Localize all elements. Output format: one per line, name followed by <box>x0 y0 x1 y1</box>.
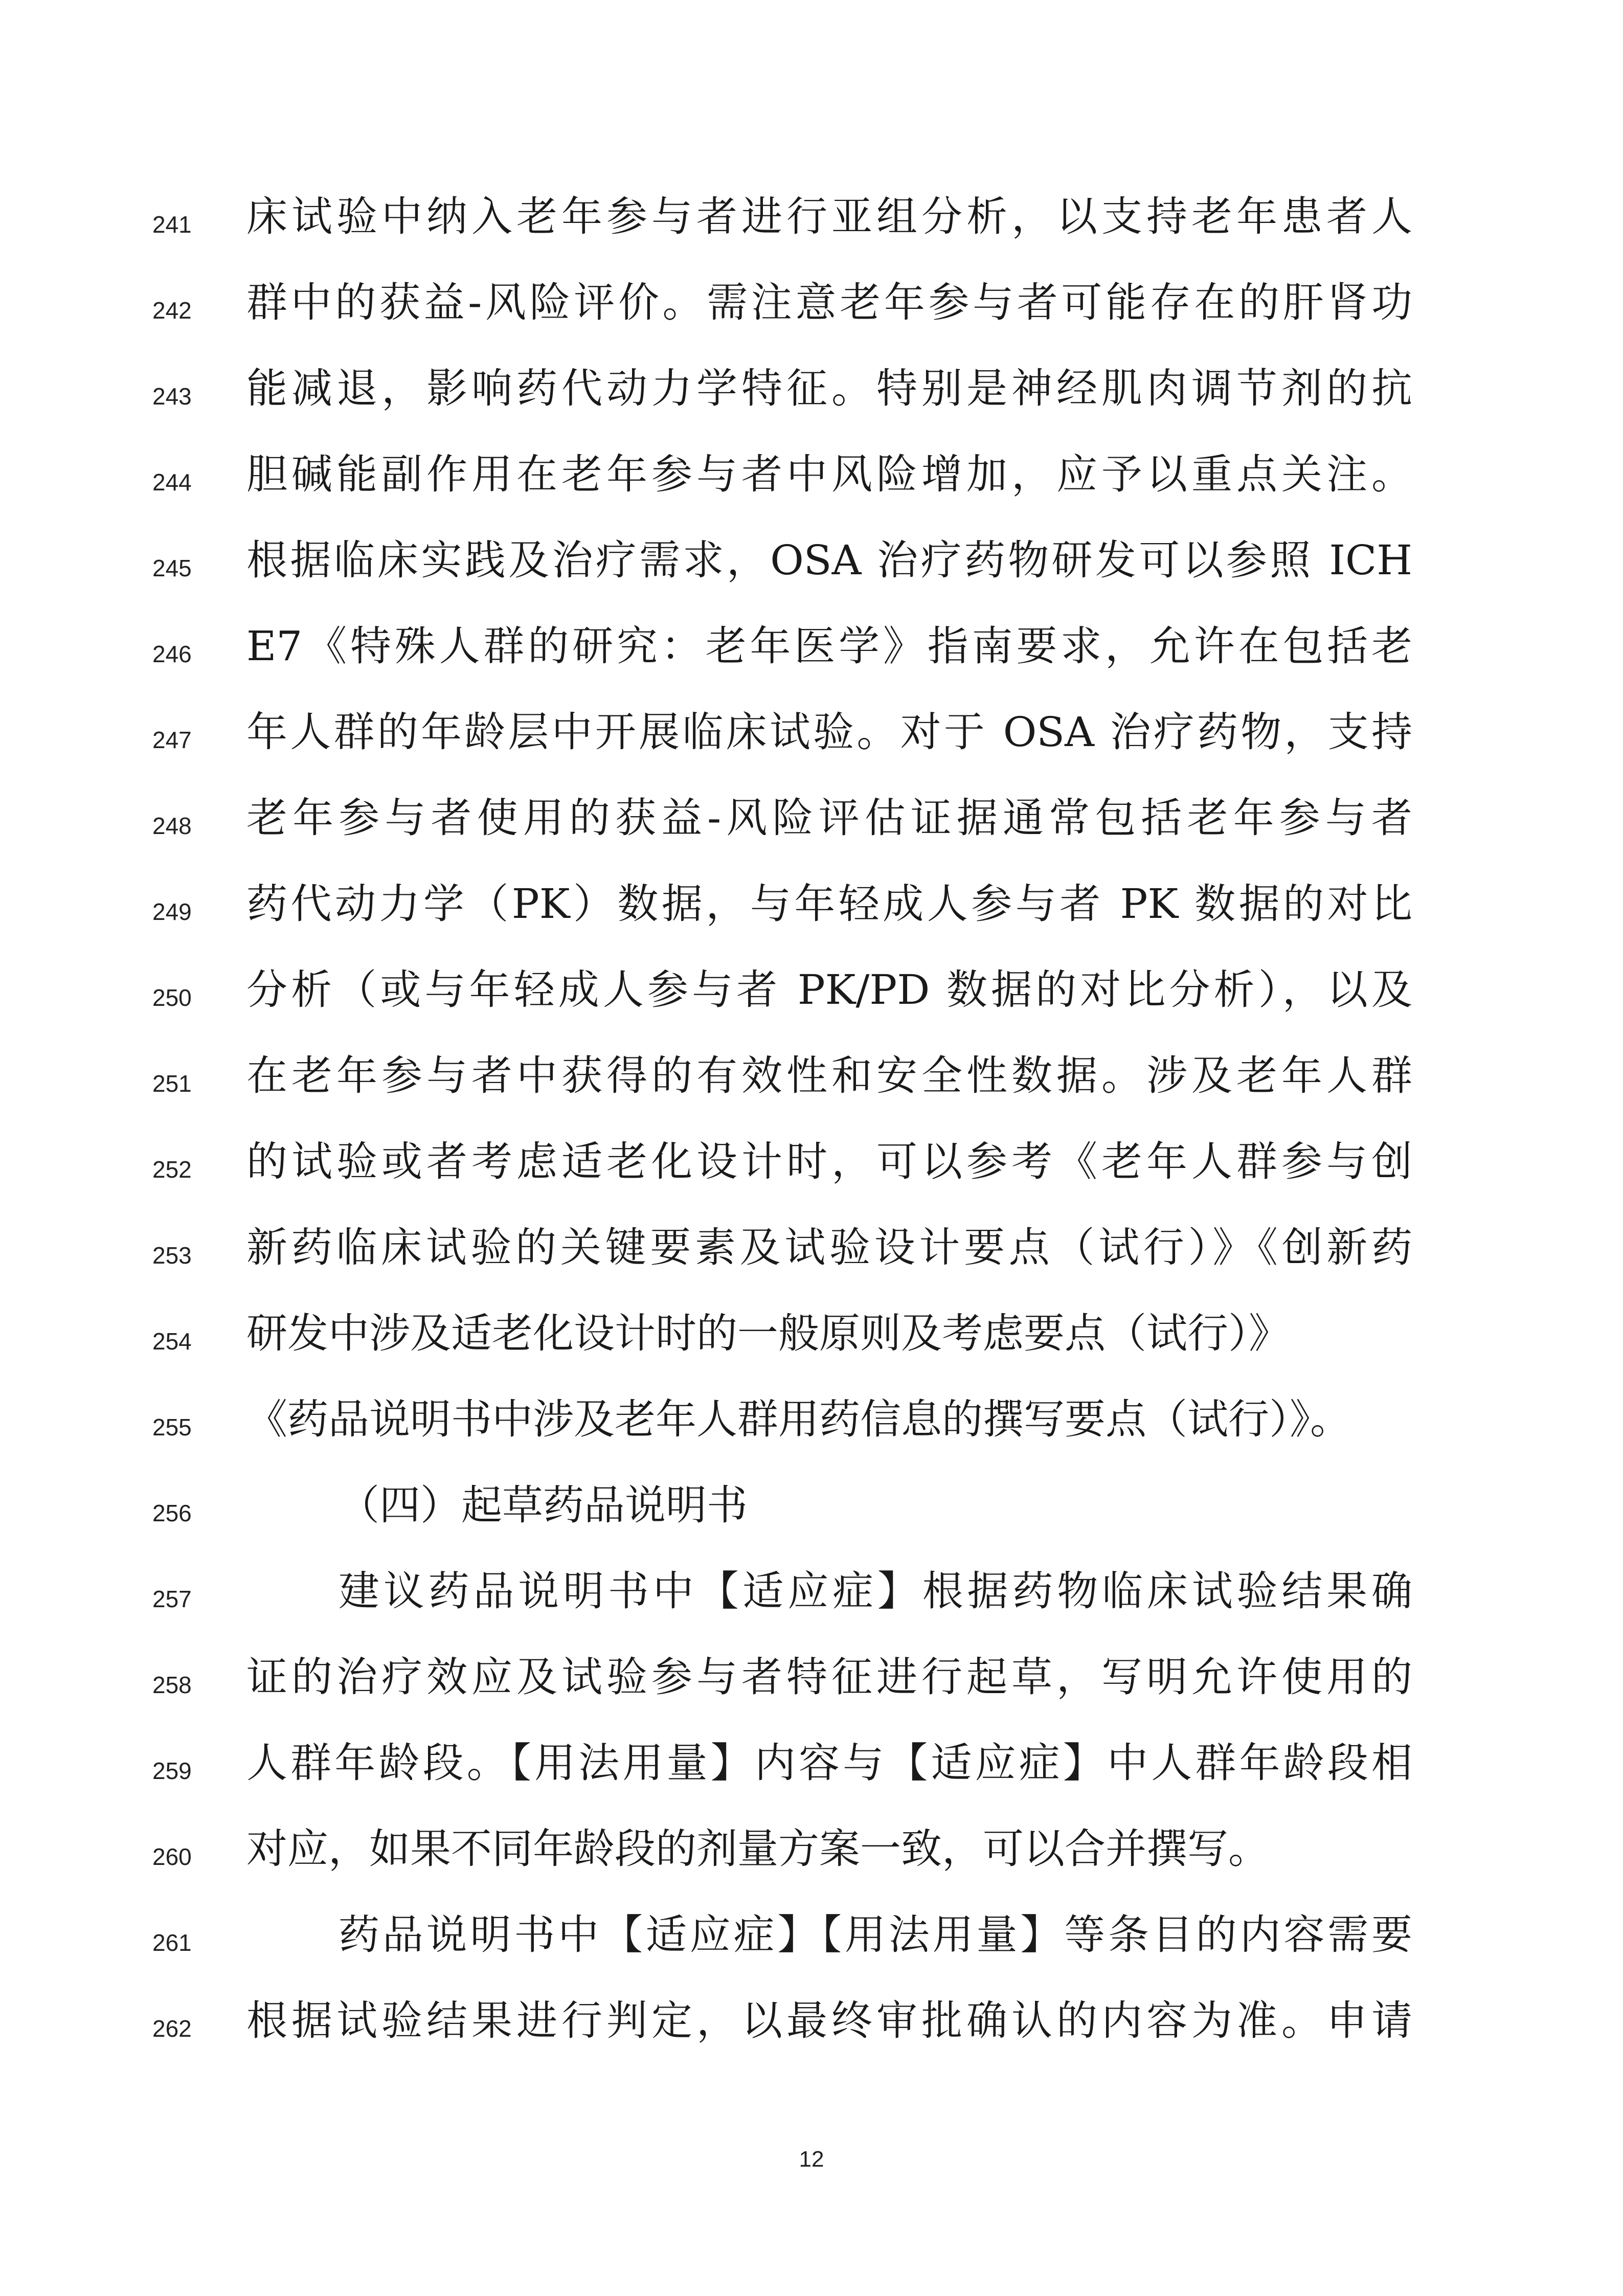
line-number: 255 <box>152 1414 192 1440</box>
line-number: 256 <box>152 1500 192 1526</box>
line-number: 242 <box>152 297 192 324</box>
line-text: 胆碱能副作用在老年参与者中风险增加，应予以重点关注。 <box>246 451 1412 498</box>
text-line <box>0 1734 1623 1819</box>
line-text: 能减退，影响药代动力学特征。特别是神经肌肉调节剂的抗 <box>246 365 1412 412</box>
text-line <box>0 273 1623 359</box>
line-number: 262 <box>152 2015 192 2042</box>
line-number: 245 <box>152 555 192 581</box>
line-text: 的试验或者考虑适老化设计时，可以参考《老年人群参与创 <box>246 1138 1412 1185</box>
line-number: 249 <box>152 898 192 925</box>
section-heading-line <box>0 1476 1623 1562</box>
line-text: 老年参与者使用的获益-风险评估证据通常包括老年参与者 <box>246 794 1412 842</box>
text-line <box>0 874 1623 960</box>
text-line <box>0 531 1623 617</box>
section-heading: （四）起草药品说明书 <box>339 1481 748 1529</box>
page-number: 12 <box>799 2147 824 2172</box>
line-text: 群中的获益-风险评价。需注意老年参与者可能存在的肝肾功 <box>246 279 1412 326</box>
text-line <box>0 1390 1623 1476</box>
line-number: 250 <box>152 984 192 1011</box>
line-text: 药品说明书中【适应症】【用法用量】等条目的内容需要 <box>339 1911 1412 1959</box>
line-number: 247 <box>152 727 192 753</box>
text-line <box>0 703 1623 789</box>
line-text: 在老年参与者中获得的有效性和安全性数据。涉及老年人群 <box>246 1052 1412 1099</box>
line-text: 建议药品说明书中【适应症】根据药物临床试验结果确 <box>339 1567 1412 1615</box>
line-number: 248 <box>152 813 192 839</box>
line-number: 253 <box>152 1242 192 1269</box>
line-text: 研发中涉及适老化设计时的一般原则及考虑要点（试行）》 <box>246 1310 1290 1357</box>
text-line <box>0 617 1623 703</box>
line-number: 260 <box>152 1843 192 1870</box>
text-line <box>0 1046 1623 1132</box>
text-line <box>0 1905 1623 1991</box>
text-line <box>0 1991 1623 2077</box>
line-text: 对应，如果不同年龄段的剂量方案一致，可以合并撰写。 <box>246 1825 1269 1873</box>
text-line <box>0 1648 1623 1734</box>
text-line <box>0 1304 1623 1390</box>
line-number: 252 <box>152 1156 192 1183</box>
line-number: 261 <box>152 1929 192 1956</box>
line-number: 258 <box>152 1672 192 1698</box>
text-line <box>0 187 1623 273</box>
line-number: 251 <box>152 1070 192 1097</box>
line-text: 药代动力学（PK）数据，与年轻成人参与者 PK 数据的对比 <box>246 880 1412 928</box>
line-number: 243 <box>152 383 192 410</box>
line-text: 年人群的年龄层中开展临床试验。对于 OSA 治疗药物，支持 <box>246 708 1412 756</box>
line-number: 254 <box>152 1328 192 1355</box>
line-text: 新药临床试验的关键要素及试验设计要点（试行）》《创新药 <box>246 1224 1412 1271</box>
line-text: 根据临床实践及治疗需求，OSA 治疗药物研发可以参照 ICH <box>246 536 1412 584</box>
text-line <box>0 359 1623 445</box>
text-line <box>0 789 1623 874</box>
line-number: 241 <box>152 211 192 238</box>
line-number: 244 <box>152 469 192 496</box>
text-line <box>0 1819 1623 1905</box>
line-text: 人群年龄段。【用法用量】内容与【适应症】中人群年龄段相 <box>246 1739 1412 1787</box>
line-text: 根据试验结果进行判定，以最终审批确认的内容为准。申请 <box>246 1997 1412 2044</box>
line-text: 床试验中纳入老年参与者进行亚组分析，以支持老年患者人 <box>246 193 1412 240</box>
text-line <box>0 960 1623 1046</box>
line-number: 259 <box>152 1758 192 1784</box>
line-text: 证的治疗效应及试验参与者特征进行起草，写明允许使用的 <box>246 1653 1412 1701</box>
text-line <box>0 1218 1623 1304</box>
text-line <box>0 1562 1623 1648</box>
line-text: 分析（或与年轻成人参与者 PK/PD 数据的对比分析），以及 <box>246 966 1412 1014</box>
line-number: 257 <box>152 1586 192 1612</box>
line-text: 《药品说明书中涉及老年人群用药信息的撰写要点（试行）》。 <box>246 1395 1351 1443</box>
text-line <box>0 445 1623 531</box>
line-number: 246 <box>152 641 192 667</box>
text-line <box>0 1132 1623 1218</box>
line-text: E7《特殊人群的研究：老年医学》指南要求，允许在包括老 <box>246 622 1412 670</box>
